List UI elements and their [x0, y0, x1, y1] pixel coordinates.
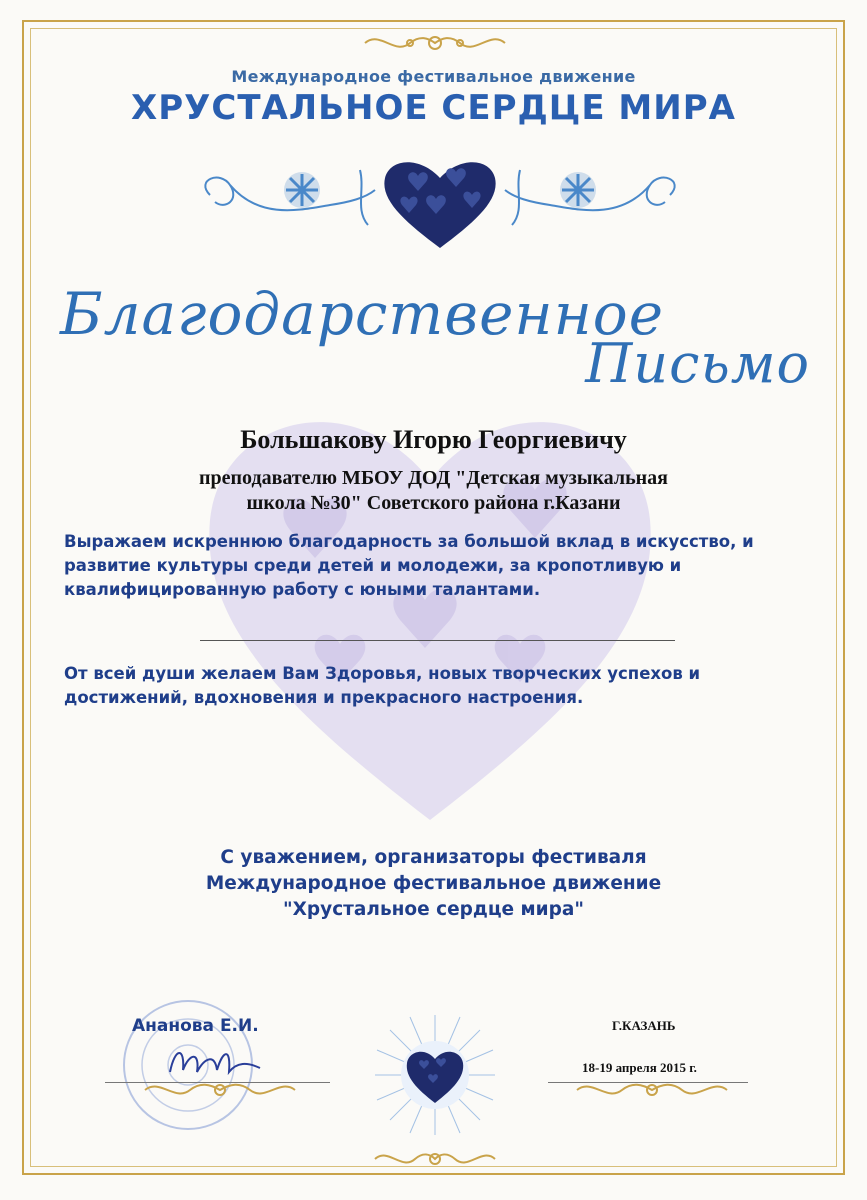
divider-line: [200, 640, 675, 641]
signer-name: Ананова Е.И.: [132, 1016, 259, 1036]
event-date: 18-19 апреля 2015 г.: [582, 1060, 697, 1075]
closing-block: [0, 845, 867, 923]
bottom-radiant-heart: [375, 1015, 495, 1135]
header-heart-ornament: [190, 150, 690, 260]
closing-line-2: Международное фестивальное движение: [205, 873, 662, 894]
bottom-gold-ornament: [370, 1147, 500, 1171]
title-line-2: Письмо: [585, 332, 810, 395]
wishes-paragraph: От всей души желаем Вам Здоровья, новых творческих успехов и достижений, вдохновения и прекрасного настроения.: [64, 664, 701, 707]
bottom-left-gold-ornament: [140, 1078, 300, 1102]
city-label: Г.КАЗАНЬ: [612, 1018, 676, 1033]
gratitude-paragraph: Выражаем искреннюю благодарность за большой вклад в искусство, и развитие культуры среди детей и молодежи, за кропотливую и квалифицированную работу с юными талантами.: [64, 532, 754, 599]
recipient-position: [0, 466, 867, 516]
position-line-1: преподавателю МБОУ ДОД "Детская музыкальная: [198, 467, 668, 489]
closing-line-1: С уважением, организаторы фестиваля: [220, 847, 647, 868]
org-title: ХРУСТАЛЬНОЕ СЕРДЦЕ МИРА: [131, 88, 736, 128]
closing-line-3: "Хрустальное сердце мира": [283, 899, 584, 920]
title-line-1: Благодарственное: [60, 280, 665, 348]
top-gold-ornament: [360, 30, 510, 56]
bottom-right-gold-ornament: [572, 1078, 732, 1102]
handwritten-signature: [165, 1042, 265, 1082]
recipient-name: Большакову Игорю Георгиевичу: [240, 425, 627, 454]
position-line-2: школа №30" Советского района г.Казани: [246, 492, 621, 514]
org-subtitle: Международное фестивальное движение: [231, 67, 636, 86]
